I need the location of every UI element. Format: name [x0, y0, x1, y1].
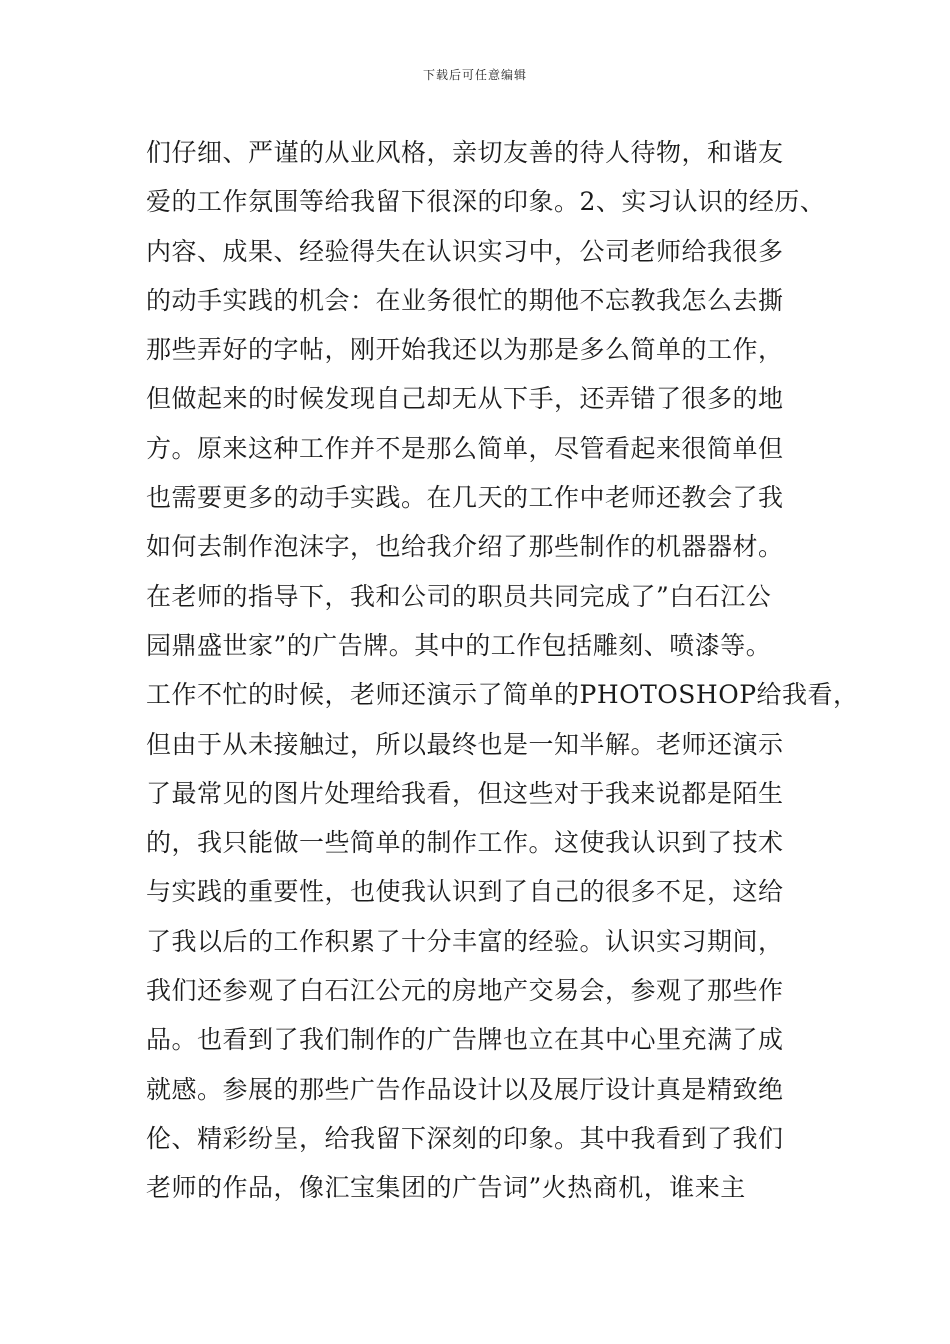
text-line: 的动手实践的机会：在业务很忙的期他不忘教我怎么去撕	[146, 285, 784, 315]
text-line: 伦、精彩纷呈，给我留下深刻的印象。其中我看到了我们	[146, 1123, 784, 1153]
text-line: 品。也看到了我们制作的广告牌也立在其中心里充满了成	[146, 1025, 784, 1055]
page-header: 下载后可任意编辑	[422, 68, 527, 82]
text-line: 工作不忙的时候，老师还演示了简单的PHOTOSHOP给我看，	[146, 680, 859, 710]
text-line: 那些弄好的字帖，刚开始我还以为那是多么简单的工作，	[146, 335, 784, 365]
text-line: 也需要更多的动手实践。在几天的工作中老师还教会了我	[146, 483, 784, 513]
text-line: 的，我只能做一些简单的制作工作。这使我认识到了技术	[146, 828, 784, 858]
text-line: 就感。参展的那些广告作品设计以及展厅设计真是精致绝	[146, 1074, 784, 1104]
text-line: 老师的作品，像汇宝集团的广告词”火热商机，谁来主	[146, 1173, 746, 1203]
text-line: 内容、成果、经验得失在认识实习中，公司老师给我很多	[146, 236, 784, 266]
text-line: 但由于从未接触过，所以最终也是一知半解。老师还演示	[146, 729, 784, 759]
text-line: 如何去制作泡沫字，也给我介绍了那些制作的机器器材。	[146, 532, 784, 562]
text-line: 与实践的重要性，也使我认识到了自己的很多不足，这给	[146, 877, 784, 907]
document-body	[146, 128, 859, 1213]
text-line: 了最常见的图片处理给我看，但这些对于我来说都是陌生	[146, 778, 784, 808]
text-line: 了我以后的工作积累了十分丰富的经验。认识实习期间，	[146, 926, 784, 956]
text-line: 方。原来这种工作并不是那么简单，尽管看起来很简单但	[146, 433, 784, 463]
text-line: 我们还参观了白石江公元的房地产交易会，参观了那些作	[146, 976, 784, 1006]
text-line: 在老师的指导下，我和公司的职员共同完成了”白石江公	[146, 581, 772, 611]
text-line: 园鼎盛世家”的广告牌。其中的工作包括雕刻、喷漆等。	[146, 630, 772, 660]
text-line: 爱的工作氛围等给我留下很深的印象。2、实习认识的经历、	[146, 187, 826, 217]
text-line: 但做起来的时候发现自己却无从下手，还弄错了很多的地	[146, 384, 784, 414]
text-line: 们仔细、严谨的从业风格，亲切友善的待人待物，和谐友	[146, 138, 784, 167]
